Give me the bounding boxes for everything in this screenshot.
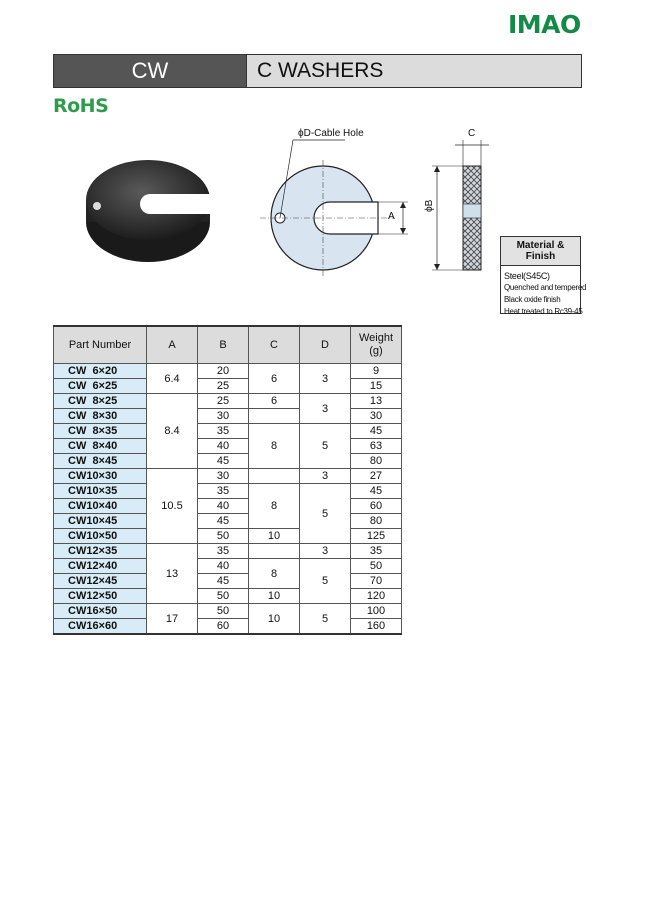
dim-a-label: A (388, 211, 395, 222)
weight-cell: 120 (351, 589, 402, 604)
weight-cell: 160 (351, 619, 402, 635)
dim-d-cell: 5 (300, 559, 351, 604)
part-number-cell: CW 8×40 (54, 439, 147, 454)
part-number-cell: CW 8×30 (54, 409, 147, 424)
weight-cell: 27 (351, 469, 402, 484)
part-number-cell: CW12×35 (54, 544, 147, 559)
dim-c-label: C (468, 128, 476, 139)
dim-d-cell: 3 (300, 394, 351, 424)
material-line: Quenched and tempered (504, 283, 587, 292)
dim-b-cell: 35 (198, 424, 249, 439)
dim-b-cell: 40 (198, 439, 249, 454)
part-number-cell: CW10×50 (54, 529, 147, 544)
dim-c-cell: 8 (249, 484, 300, 529)
material-line: Black oxide finish (504, 295, 561, 304)
dim-b-cell: 25 (198, 379, 249, 394)
part-number-cell: CW 6×20 (54, 364, 147, 379)
dim-c-cell: 10 (249, 604, 300, 635)
material-heading: Material & Finish (501, 237, 580, 266)
washer-photo (86, 160, 210, 262)
product-code: CW (54, 55, 246, 87)
dim-c-cell: 8 (249, 559, 300, 589)
table-row (54, 469, 402, 484)
part-number-cell: CW10×30 (54, 469, 147, 484)
material-finish-box (500, 236, 587, 316)
table-row (54, 484, 402, 499)
col-header-b: B (198, 326, 249, 364)
washer-front-view (260, 140, 408, 278)
dim-b-cell: 20 (198, 364, 249, 379)
part-number-cell: CW10×40 (54, 499, 147, 514)
washer-side-view (432, 140, 489, 270)
dim-a-cell: 17 (147, 604, 198, 635)
table-row (54, 559, 402, 574)
dim-b-cell: 50 (198, 589, 249, 604)
part-number-cell: CW12×50 (54, 589, 147, 604)
weight-cell: 60 (351, 499, 402, 514)
weight-cell: 80 (351, 514, 402, 529)
table-row (54, 544, 402, 559)
col-header-a: A (147, 326, 198, 364)
dim-b-cell: 40 (198, 499, 249, 514)
dim-b-cell: 60 (198, 619, 249, 635)
table-row (54, 604, 402, 619)
dim-a-cell: 13 (147, 544, 198, 604)
dim-d-cell: 5 (300, 424, 351, 469)
part-number-cell: CW16×60 (54, 619, 147, 635)
dim-b-label: ϕB (424, 199, 435, 212)
part-number-cell: CW10×45 (54, 514, 147, 529)
weight-cell: 70 (351, 574, 402, 589)
weight-cell: 15 (351, 379, 402, 394)
part-number-cell: CW 8×35 (54, 424, 147, 439)
dim-b-cell: 35 (198, 544, 249, 559)
part-number-cell: CW 8×45 (54, 454, 147, 469)
weight-cell: 35 (351, 544, 402, 559)
material-line: Heat treated to Rc39-45 (504, 307, 583, 316)
part-number-cell: CW10×35 (54, 484, 147, 499)
weight-cell: 9 (351, 364, 402, 379)
weight-cell: 13 (351, 394, 402, 409)
col-header-c: C (249, 326, 300, 364)
col-header-weight: Weight (g) (351, 326, 402, 364)
imao-logo: IMAO (508, 10, 581, 39)
dim-b-cell: 30 (198, 469, 249, 484)
table-row (54, 424, 402, 439)
dim-c-cell (249, 409, 300, 424)
weight-cell: 45 (351, 484, 402, 499)
dim-b-cell: 25 (198, 394, 249, 409)
dim-a-cell: 10.5 (147, 469, 198, 544)
dim-a-cell: 6.4 (147, 364, 198, 394)
dim-b-cell: 35 (198, 484, 249, 499)
dim-c-cell (249, 544, 300, 559)
dim-c-cell: 6 (249, 364, 300, 394)
table-row (54, 394, 402, 409)
dim-d-cell: 5 (300, 484, 351, 544)
part-number-cell: CW12×40 (54, 559, 147, 574)
weight-cell: 30 (351, 409, 402, 424)
part-number-cell: CW 8×25 (54, 394, 147, 409)
weight-cell: 125 (351, 529, 402, 544)
col-header-d: D (300, 326, 351, 364)
col-header-part: Part Number (54, 326, 147, 364)
weight-cell: 45 (351, 424, 402, 439)
part-number-cell: CW16×50 (54, 604, 147, 619)
dim-b-cell: 45 (198, 454, 249, 469)
dim-c-cell (249, 469, 300, 484)
part-number-cell: CW12×45 (54, 574, 147, 589)
dim-d-cell: 5 (300, 604, 351, 635)
weight-cell: 50 (351, 559, 402, 574)
dim-b-cell: 50 (198, 529, 249, 544)
dim-d-cell: 3 (300, 544, 351, 559)
weight-cell: 100 (351, 604, 402, 619)
dim-b-cell: 30 (198, 409, 249, 424)
dim-c-cell: 8 (249, 424, 300, 469)
product-title: C WASHERS (246, 55, 581, 87)
dim-b-cell: 45 (198, 514, 249, 529)
dim-b-cell: 40 (198, 559, 249, 574)
table-row (54, 364, 402, 379)
dim-d-cell: 3 (300, 364, 351, 394)
weight-cell: 80 (351, 454, 402, 469)
spec-table (53, 325, 402, 635)
dim-b-cell: 45 (198, 574, 249, 589)
weight-cell: 63 (351, 439, 402, 454)
dim-b-cell: 50 (198, 604, 249, 619)
dim-c-cell: 10 (249, 529, 300, 544)
part-number-cell: CW 6×25 (54, 379, 147, 394)
dim-a-cell: 8.4 (147, 394, 198, 469)
rohs-mark: RoHS (53, 95, 109, 117)
dim-d-cell: 3 (300, 469, 351, 484)
dim-c-cell: 10 (249, 589, 300, 604)
material-line: Steel(S45C) (504, 271, 550, 281)
dim-c-cell: 6 (249, 394, 300, 409)
cable-hole-label: ϕD-Cable Hole (298, 128, 364, 139)
